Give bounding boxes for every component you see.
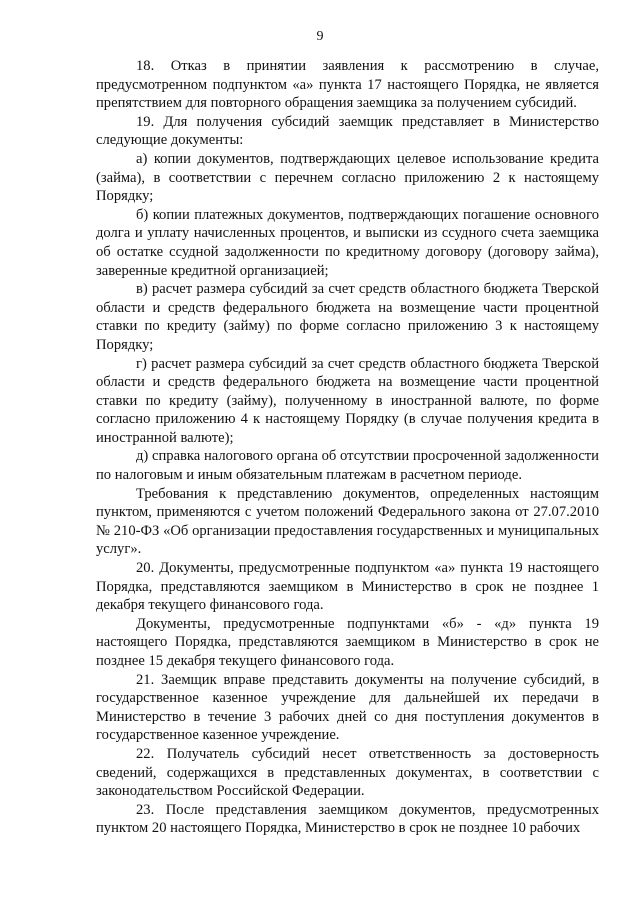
- paragraph-requirements: Требования к представлению документов, определенных настоящим пунктом, применяются с учетом положений Федерального закона от 27.07.2010 № 210-ФЗ «Об организации предоставления государственных и муниципальных услуг».: [96, 485, 599, 558]
- paragraph-19-b: б) копии платежных документов, подтверждающих погашение основного долга и уплату начисленных процентов, и выписки из ссудного счета заемщика об остатке ссудной задолженности по кредитному договору (договору займа), заверенные кредитной организацией;: [96, 206, 599, 279]
- document-body: [96, 57, 599, 838]
- paragraph-19-d: д) справка налогового органа об отсутствии просроченной задолженности по налоговым и иным обязательным платежам в расчетном периоде.: [96, 448, 599, 484]
- paragraph-19-v: в) расчет размера субсидий за счет средств областного бюджета Тверской области и средств федерального бюджета на возмещение части процентной ставки по кредиту (займу) по форме согласно приложению 3 к настоящему Порядку;: [96, 281, 599, 353]
- paragraph-20-deadline: Документы, предусмотренные подпунктами «б» - «д» пункта 19 настоящего Порядка, представляются заемщиком в Министерство в срок не позднее 15 декабря текущего финансового года.: [96, 615, 599, 669]
- paragraph-19: 19. Для получения субсидий заемщик представляет в Министерство следующие документы:: [96, 113, 599, 149]
- paragraph-20: 20. Документы, предусмотренные подпунктом «а» пункта 19 настоящего Порядка, представляются заемщиком в Министерство в срок не позднее 1 декабря текущего финансового года.: [96, 560, 599, 614]
- paragraph-21: 21. Заемщик вправе представить документы на получение субсидий, в государственное казенное учреждение для дальнейшей их передачи в Министерство в течение 3 рабочих дней со дня поступления документов в государственное казенное учреждение.: [96, 671, 599, 744]
- paragraph-18: 18. Отказ в принятии заявления к рассмотрению в случае, предусмотренном подпунктом «а» пункта 17 настоящего Порядка, не является препятствием для повторного обращения заемщика за получением субсидий.: [96, 58, 599, 112]
- paragraph-23: 23. После представления заемщиком документов, предусмотренных пунктом 20 настоящего Порядка, Министерство в срок не позднее 10 рабочих: [96, 801, 599, 837]
- paragraph-19-g: г) расчет размера субсидий за счет средств областного бюджета Тверской области и средств федерального бюджета на возмещение части процентной ставки по кредиту (займу), полученному в иностранной валюте, по форме согласно приложению 4 к настоящему Порядку (в случае получения кредита в иностранной валюте);: [96, 355, 599, 446]
- paragraph-19-a: а) копии документов, подтверждающих целевое использование кредита (займа), в соответствии с перечнем согласно приложению 2 к настоящему Порядку;: [96, 150, 599, 205]
- paragraph-22: 22. Получатель субсидий несет ответственность за достоверность сведений, содержащихся в представленных документах, в соответствии с законодательством Российской Федерации.: [96, 745, 599, 800]
- page-number: 9: [316, 29, 324, 44]
